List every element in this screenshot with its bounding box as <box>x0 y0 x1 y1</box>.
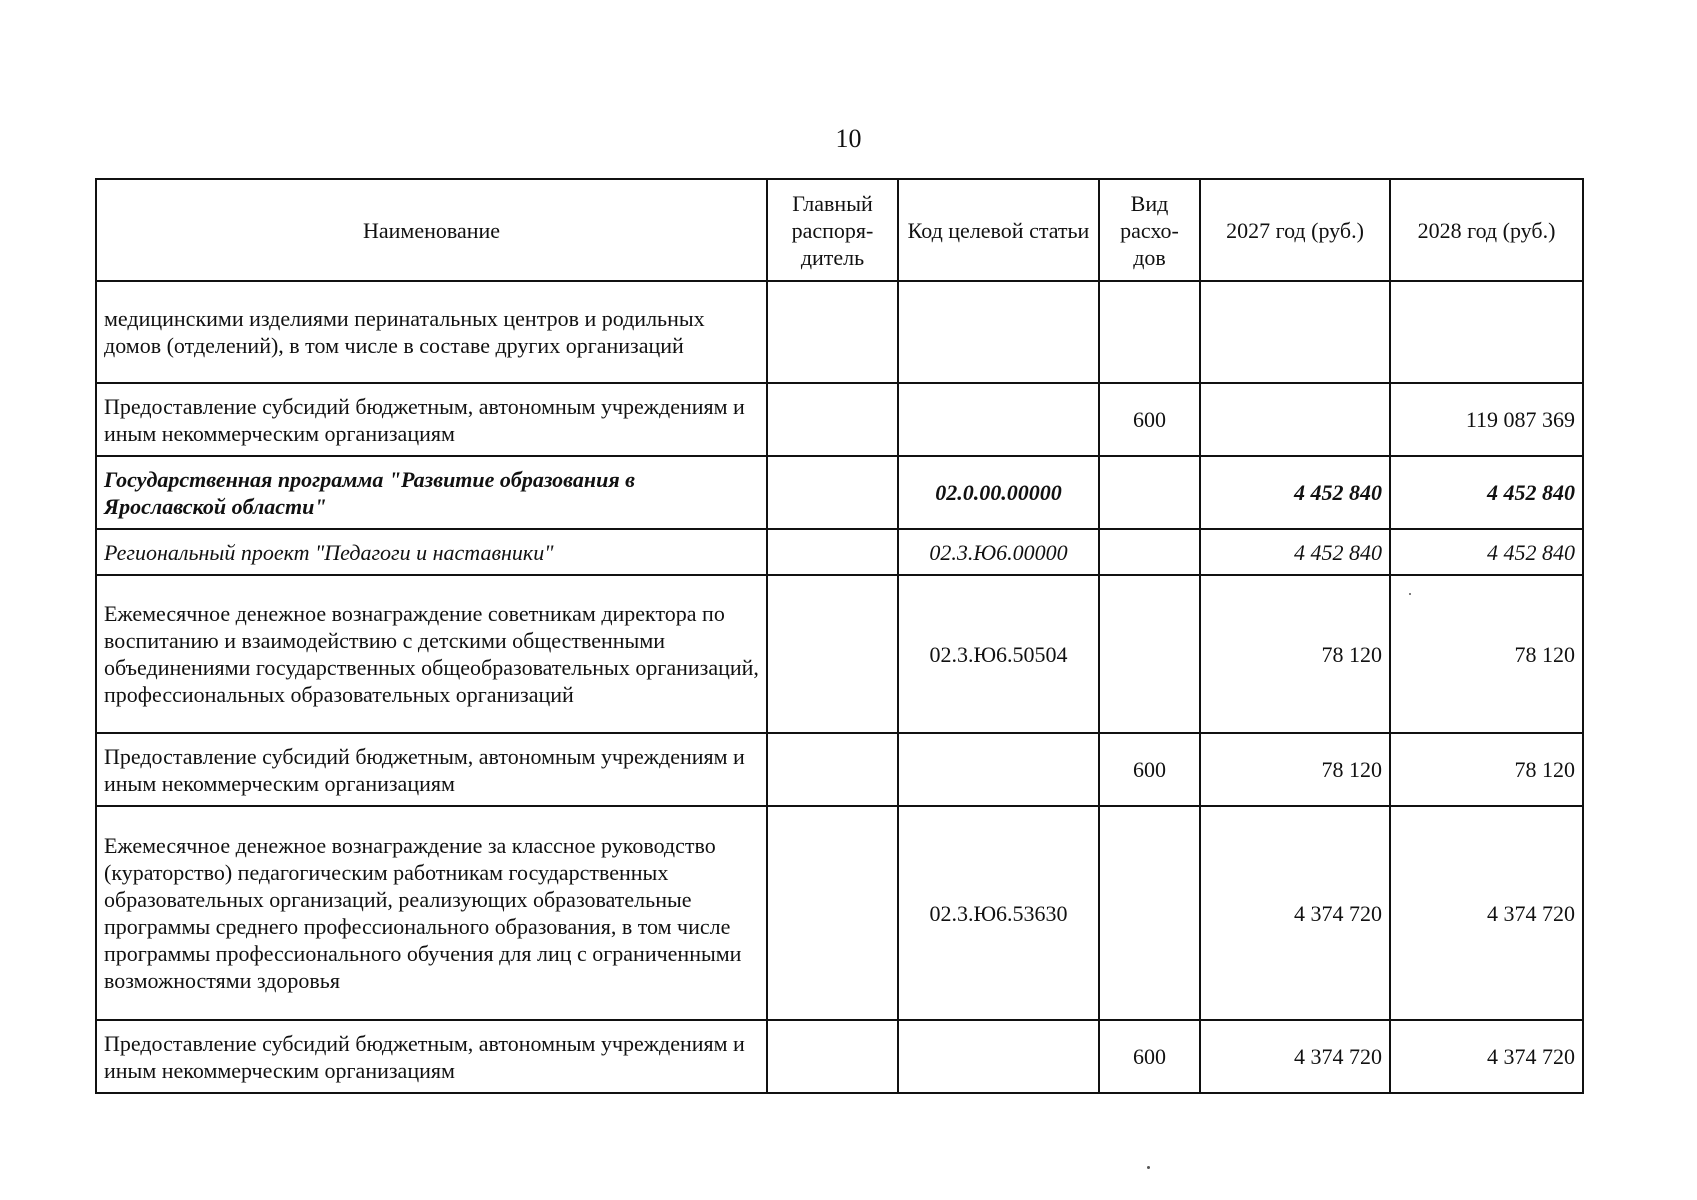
cell-year-2027 <box>1200 281 1390 383</box>
cell-expense-type <box>1099 529 1200 575</box>
page-number: 10 <box>835 124 862 153</box>
cell-name: Государственная программа "Развитие образования в Ярославской области" <box>96 456 767 529</box>
header-year-2028: 2028 год (руб.) <box>1390 179 1583 281</box>
cell-manager <box>767 733 898 806</box>
cell-manager <box>767 1020 898 1093</box>
cell-year-2027: 4 452 840 <box>1200 529 1390 575</box>
cell-expense-type <box>1099 281 1200 383</box>
budget-table <box>95 178 1584 1094</box>
cell-code: 02.0.00.00000 <box>898 456 1099 529</box>
cell-name: Региональный проект "Педагоги и наставники" <box>96 529 767 575</box>
cell-manager <box>767 575 898 733</box>
cell-expense-type <box>1099 456 1200 529</box>
cell-manager <box>767 456 898 529</box>
cell-name: Ежемесячное денежное вознаграждение за классное руководство (кураторство) педагогическим работникам государственных образовательных организаций, реализующих образовательные программы среднего профессионального образования, в том числе программы профессионального обучения для лиц с ограниченными возможностями здоровья <box>96 806 767 1020</box>
header-expense-type: Вид расхо-дов <box>1099 179 1200 281</box>
cell-code: 02.3.Ю6.00000 <box>898 529 1099 575</box>
cell-name: Ежемесячное денежное вознаграждение советникам директора по воспитанию и взаимодействию с детскими общественными объединениями государственных общеобразовательных организаций, профессиональных образовательных организаций <box>96 575 767 733</box>
cell-manager <box>767 806 898 1020</box>
header-code: Код целевой статьи <box>898 179 1099 281</box>
cell-expense-type <box>1099 575 1200 733</box>
cell-year-2028 <box>1390 281 1583 383</box>
table-row <box>96 281 1583 383</box>
cell-name: Предоставление субсидий бюджетным, автономным учреждениям и иным некоммерческим организациям <box>96 733 767 806</box>
cell-manager <box>767 383 898 456</box>
cell-year-2028: 4 374 720 <box>1390 806 1583 1020</box>
scan-speck <box>1147 1166 1150 1169</box>
table-row <box>96 733 1583 806</box>
cell-expense-type <box>1099 806 1200 1020</box>
cell-year-2028: 4 452 840 <box>1390 456 1583 529</box>
cell-year-2028: 78 120 <box>1390 575 1583 733</box>
cell-expense-type: 600 <box>1099 383 1200 456</box>
cell-year-2027: 4 374 720 <box>1200 806 1390 1020</box>
cell-year-2027: 78 120 <box>1200 575 1390 733</box>
header-manager: Главный распоря-дитель <box>767 179 898 281</box>
cell-name: медицинскими изделиями перинатальных центров и родильных домов (отделений), в том числе в составе других организаций <box>96 281 767 383</box>
cell-name: Предоставление субсидий бюджетным, автономным учреждениям и иным некоммерческим организациям <box>96 383 767 456</box>
table-row-project <box>96 529 1583 575</box>
cell-year-2027: 78 120 <box>1200 733 1390 806</box>
cell-manager <box>767 529 898 575</box>
cell-name: Предоставление субсидий бюджетным, автономным учреждениям и иным некоммерческим организациям <box>96 1020 767 1093</box>
table-row-program <box>96 456 1583 529</box>
cell-year-2027: 4 452 840 <box>1200 456 1390 529</box>
cell-expense-type: 600 <box>1099 1020 1200 1093</box>
cell-year-2027: 4 374 720 <box>1200 1020 1390 1093</box>
cell-year-2028: 4 374 720 <box>1390 1020 1583 1093</box>
table-row <box>96 575 1583 733</box>
table-row <box>96 383 1583 456</box>
cell-year-2028: 119 087 369 <box>1390 383 1583 456</box>
header-name: Наименование <box>96 179 767 281</box>
table-header-row <box>96 179 1583 281</box>
scan-speck <box>1409 593 1411 595</box>
cell-year-2028: 4 452 840 <box>1390 529 1583 575</box>
cell-code <box>898 1020 1099 1093</box>
cell-code <box>898 733 1099 806</box>
header-year-2027: 2027 год (руб.) <box>1200 179 1390 281</box>
cell-code <box>898 383 1099 456</box>
cell-code <box>898 281 1099 383</box>
cell-year-2027 <box>1200 383 1390 456</box>
table-row <box>96 1020 1583 1093</box>
cell-manager <box>767 281 898 383</box>
cell-code: 02.3.Ю6.53630 <box>898 806 1099 1020</box>
cell-year-2028: 78 120 <box>1390 733 1583 806</box>
cell-expense-type: 600 <box>1099 733 1200 806</box>
cell-code: 02.3.Ю6.50504 <box>898 575 1099 733</box>
table-row <box>96 806 1583 1020</box>
